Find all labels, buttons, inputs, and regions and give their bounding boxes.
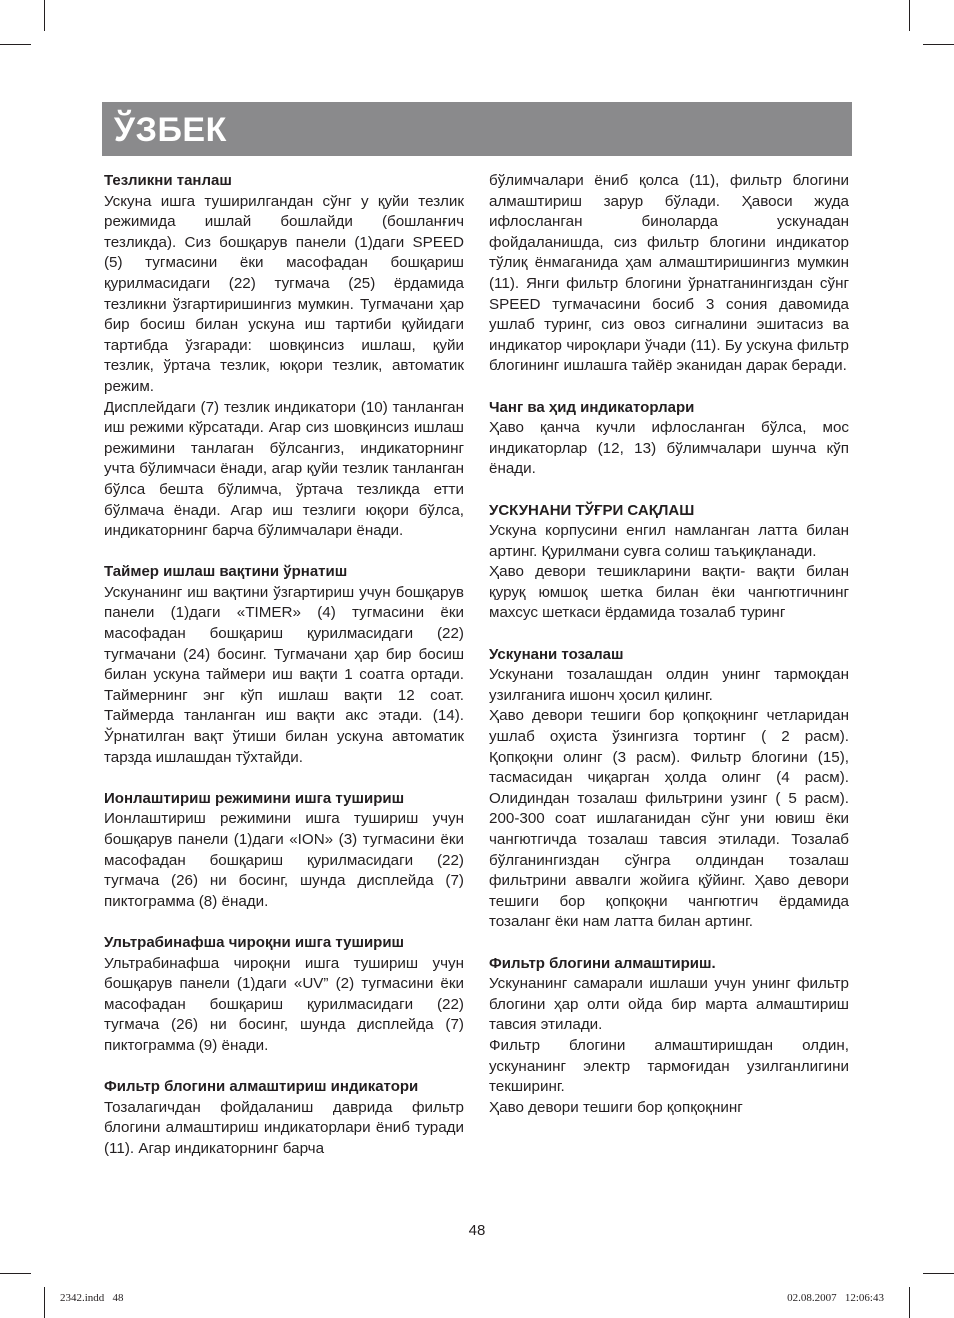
date-slug: 02.08.2007 12:06:43: [787, 1292, 884, 1304]
crop-mark: [44, 1287, 45, 1318]
paragraph: Тозалагичдан фойдаланиш даврида фильтр блогини алмаштириш индикаторлари ёниб туради (11). Агар индикаторнинг барча: [104, 1098, 464, 1157]
section-heading: Фильтр блогини алмаштириш.: [489, 954, 716, 972]
section-heading: Фильтр блогини алмаштириш индикатори: [104, 1078, 419, 1096]
crop-mark: [923, 1273, 954, 1274]
page-number: 48: [468, 1222, 486, 1239]
paragraph: Ионлаштириш режимини ишга тушириш учун бошқарув панели (1)даги «ION» (3) тугмасини ёки масофадан бошқариш қурилмасидаги (22) тугмача (26) ни босинг, шунда дисплейда (7) пиктограмма (8) ёнади.: [104, 810, 464, 910]
paragraph: Ҳаво қанча кучли ифлосланган бўлса, мос индикаторлар (12, 13) бўлимчалари шунча кўп ёнади.: [489, 419, 849, 478]
crop-mark: [0, 1273, 31, 1274]
paragraph: Фильтр блогини алмаштиришдан олдин, ускунанинг электр тармоғидан узилганлигини текширинг.: [489, 1036, 849, 1096]
paragraph: Ускуна корпусини енгил намланган латта билан артинг. Қурилмани сувга солиш таъқиқланади.: [489, 522, 849, 560]
paragraph: Ҳаво девори тешикларини вақти- вақти билан қуруқ юмшоқ шетка билан ёки чангютгичнинг махсус шеткаси ёрдамида тозалаб туринг: [489, 563, 849, 622]
left-column: [104, 171, 464, 1160]
crop-mark: [0, 44, 31, 45]
paragraph: Ускуна ишга туширилгандан сўнг у қуйи тезлик режимида ишлай бошлайди (бошланғич тезликда). Сиз бошқарув панели (1)даги SPEED (5) тугмасини ёки масофадан бошқариш қурилмасидаги (22) тугмача (25) ёрдамида тезликни ўзгартиришингиз мумкин. Тугмачани ҳар бир босиш билан ускуна иш тартиби қуйидаги тартибда ўзгаради: шовқинсиз ишлаш, қуйи тезлик, ўртача тезлик, юқори тезлик, автоматик режим.: [104, 192, 464, 395]
crop-mark: [44, 0, 45, 31]
paragraph: Ҳаво девори тешиги бор қопқоқнинг: [489, 1098, 743, 1116]
section-heading: Таймер ишлаш вақтини ўрнатиш: [104, 563, 348, 581]
paragraph: Ультрабинафша чироқни ишга тушириш учун бошқарув панели (1)даги «UV” (2) тугмасини ёки масофадан бошқариш қурилмасидаги (22) тугмача (26) ни босинг, шунда дисплейда (7) пиктограмма (9) ёнади.: [104, 954, 464, 1054]
section-heading: Чанг ва ҳид индикаторлари: [489, 398, 695, 416]
section-heading: Ультрабинафша чироқни ишга тушириш: [104, 933, 405, 951]
paragraph: Ускунанинг самарали ишлаши учун унинг фильтр блогини ҳар олти ойда бир марта алмаштириш тавсия этилади.: [489, 975, 849, 1034]
crop-mark: [909, 0, 910, 31]
crop-mark: [923, 44, 954, 45]
paragraph: Ҳаво девори тешиги бор қопқоқнинг четларидан ушлаб оҳиста ўзингизга тортинг ( 2 расм). Қопқоқни олинг (3 расм). Фильтр блогини (15), тасмасидан чиқарган ҳолда олинг (4 расм). Олидиндан тозалаш фильтрини узинг ( 5 расм). 200-300 соат ишлаганидан сўнг уни ювиш ёки чангютгичда тозалаш тавсия этилади. Тозалаб бўлганингиздан сўнгра олдиндан тозалаш фильтрини аввалги жойига қўйинг. Ҳаво девори тешиги бор қопқоқни чангютгич ёрдамида тозаланг ёки нам латта билан артинг.: [489, 707, 849, 931]
crop-mark: [909, 1287, 910, 1318]
paragraph: Ускунани тозалашдан олдин унинг тармоқдан узилганига ишонч ҳосил қилинг.: [489, 666, 849, 704]
right-column: [489, 171, 849, 1118]
language-banner: [102, 102, 852, 156]
paragraph: бўлимчалари ёниб қолса (11), фильтр блогини алмаштириш зарур бўлади. Ҳавоси жуда ифлосланган биноларда ускунадан фойдаланишда, сиз фильтр блогини индикатор тўлиқ ёнмаганида ҳам алмаштиришингиз мумкин (11). Янги фильтр блогини ўрнатганингиздан сўнг SPEED тугмачасини босиб 3 сония давомида ушлаб туринг, сиз овоз сигналини эшитасиз ва индикатор чироқлари ўчади (11). Бу ускуна фильтр блогининг ишлашга тайёр эканидан дарак беради.: [489, 172, 849, 375]
section-heading: УСКУНАНИ ТЎҒРИ САҚЛАШ: [489, 501, 695, 519]
file-slug: 2342.indd 48: [60, 1292, 124, 1304]
section-heading: Тезликни танлаш: [104, 172, 232, 189]
paragraph: Дисплейдаги (7) тезлик индикатори (10) танланган иш режими кўрсатади. Агар сиз шовқинсиз ишлаш режимини танлаган бўлсангиз, индикаторнинг учта бўлимчаси ёнади, агар қуйи тезлик танланган бўлса бешта бўлимча, ўртача тезликда етти бўлмача ёнади. Агар иш тезлиги юқори бўлса, индикаторнинг барча бўлимчалари ёнади.: [104, 398, 464, 540]
language-title: ЎЗБЕК: [114, 111, 227, 149]
section-heading: Ускунани тозалаш: [489, 645, 624, 663]
paragraph: Ускунанинг иш вақтини ўзгартириш учун бошқарув панели (1)даги «TIMER» (4) тугмасини ёки масофадан бошқариш қурилмасидаги (22) тугмачани (24) босинг. Тугмачани ҳар бир босиш билан ускуна таймери иш вақти 1 соатга ортади. Таймернинг энг кўп ишлаш вақти 12 соат. Таймерда танланган иш вақти акс этади. (14). Ўрнатилган вақт ўтиши билан ускуна автоматик тарзда ишлашдан тўхтайди.: [104, 583, 464, 766]
section-heading: Ионлаштириш режимини ишга тушириш: [104, 789, 405, 807]
